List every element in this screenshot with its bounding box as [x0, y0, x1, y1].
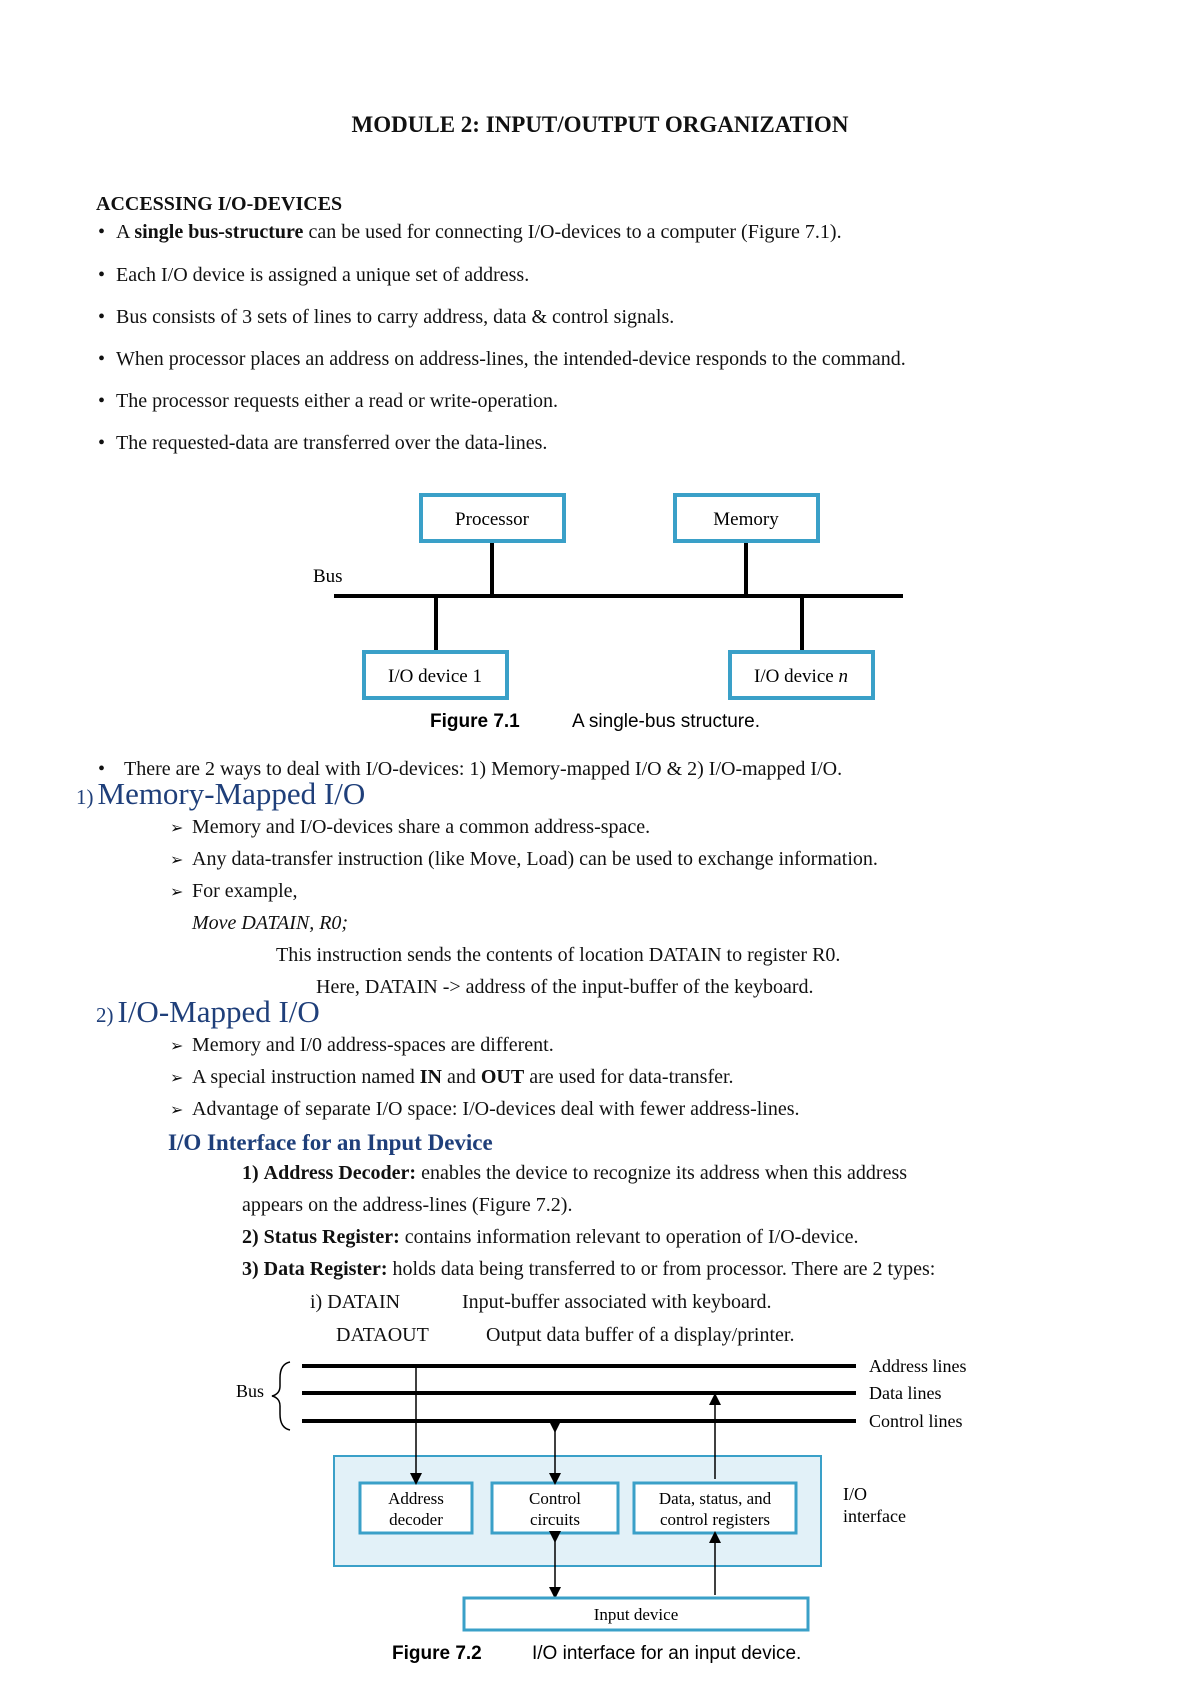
figure-7-2-diagram [0, 1350, 1200, 1670]
figure-7-1-caption-label: Figure 7.1 [430, 711, 520, 732]
figure-7-2-caption-label: Figure 7.2 [392, 1643, 482, 1664]
numbered-item-cont: appears on the address-lines (Figure 7.2). [242, 1194, 573, 1216]
list-item: ➢ Any data-transfer instruction (like Move, Load) can be used to exchange information. [170, 848, 878, 870]
list-item: ➢ A special instruction named IN and OUT are used for data-transfer. [170, 1066, 734, 1088]
numbered-item: 1) Address Decoder: enables the device to recognize its address when this address [242, 1162, 908, 1184]
svg-text:Control: Control [529, 1489, 581, 1508]
address-lines-label: Address lines [869, 1356, 967, 1376]
svg-text:circuits: circuits [529, 1510, 581, 1529]
io-device-1-label: I/O device 1 [388, 666, 482, 687]
bullet-item: • Each I/O device is assigned a unique set of address. [98, 264, 530, 286]
type-label: DATAOUT [336, 1324, 429, 1346]
numbered-item: 2) Status Register: contains information relevant to operation of I/O-device. [242, 1226, 859, 1248]
memory-mapped-heading: 1) Memory-Mapped I/O [76, 776, 366, 811]
svg-text:Data, status, and: Data, status, and [658, 1489, 772, 1508]
io-interface-label-2: interface [843, 1506, 906, 1526]
input-device-label: Input device [593, 1605, 679, 1624]
svg-text:Address: Address [388, 1489, 444, 1508]
io-interface-label-1: I/O [843, 1484, 867, 1504]
svg-text:decoder: decoder [389, 1510, 443, 1529]
memory-label: Memory [713, 509, 779, 530]
bus-label: Bus [236, 1381, 265, 1401]
bullet-item: • Bus consists of 3 sets of lines to carry address, data & control signals. [98, 306, 675, 328]
bullet-item-ways: • There are 2 ways to deal with I/O-devices: 1) Memory-mapped I/O & 2) I/O-mapped I/O. [98, 758, 843, 780]
io-interface-heading: I/O Interface for an Input Device [168, 1130, 493, 1155]
data-lines-label: Data lines [869, 1383, 942, 1403]
figure-7-2-caption-text: I/O interface for an input device. [532, 1643, 802, 1664]
page-title: MODULE 2: INPUT/OUTPUT ORGANIZATION [351, 112, 849, 137]
io-mapped-heading: 2) I/O-Mapped I/O [96, 994, 320, 1029]
list-item: ➢ For example, [170, 880, 298, 902]
example-line: This instruction sends the contents of location DATAIN to register R0. [276, 944, 841, 966]
bullet-item: • When processor places an address on address-lines, the intended-device responds to the command. [98, 348, 906, 370]
type-desc: Input-buffer associated with keyboard. [462, 1291, 772, 1313]
example-line: Here, DATAIN -> address of the input-buffer of the keyboard. [316, 976, 814, 998]
list-item: ➢ Memory and I/0 address-spaces are different. [170, 1034, 554, 1056]
type-desc: Output data buffer of a display/printer. [486, 1324, 795, 1346]
bullet-item: • The requested-data are transferred over the data-lines. [98, 432, 548, 454]
list-item: ➢ Memory and I/O-devices share a common address-space. [170, 816, 651, 838]
svg-text:control registers: control registers [660, 1510, 770, 1529]
section-heading-accessing: ACCESSING I/O-DEVICES [96, 193, 343, 215]
type-label: i) DATAIN [310, 1291, 401, 1313]
io-device-n-label: I/O device n [754, 666, 848, 687]
bullet-item: • The processor requests either a read or write-operation. [98, 390, 559, 412]
control-lines-label: Control lines [869, 1411, 963, 1431]
bus-brace [272, 1362, 290, 1430]
numbered-item: 3) Data Register: holds data being transferred to or from processor. There are 2 types: [242, 1258, 936, 1280]
figure-7-1-diagram [0, 480, 1200, 740]
processor-label: Processor [455, 509, 529, 530]
bus-label: Bus [313, 566, 343, 587]
figure-7-1-caption-text: A single-bus structure. [572, 711, 760, 732]
bullet-item: • A single bus-structure can be used for connecting I/O-devices to a computer (Figure 7.1). [98, 221, 842, 243]
list-item: ➢ Advantage of separate I/O space: I/O-devices deal with fewer address-lines. [170, 1098, 800, 1120]
example-code: Move DATAIN, R0; [192, 912, 349, 934]
